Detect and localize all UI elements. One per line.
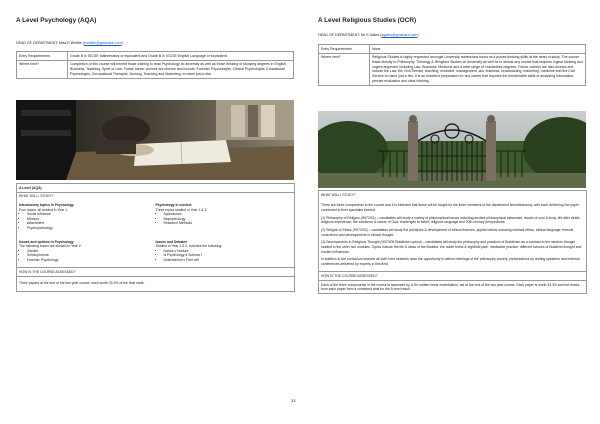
list-item: • Gender — [27, 249, 156, 254]
page-title: A Level Psychology (AQA) — [16, 17, 97, 24]
page-title: A Level Religious Studies (OCR) — [318, 17, 417, 24]
head-of-department: HEAD OF DEPARTMENT: Mr S Gates (sgates@gmshare.com) — [318, 33, 419, 37]
email-link[interactable]: sgates@gmshare.com — [381, 33, 418, 37]
where-next-label: Where next? — [17, 60, 68, 78]
course-details-box — [16, 183, 295, 292]
intro-topics-sub: Four topics, all studied in Year 1: — [19, 207, 69, 212]
options-title: Issues and options in Psychology — [19, 239, 74, 244]
assess-heading: HOW IS THE COURSE ASSESSED? — [319, 272, 586, 281]
student-studying-photo — [16, 100, 294, 180]
intro-text: There are three components to the course and it is intended that these will be taught by the three members of the department simultaneously, with each delivering the paper connected to their specialist interest. — [321, 203, 579, 212]
page-number: 33 — [291, 398, 296, 403]
list-item: • Memory — [27, 217, 156, 222]
intro-topics-list — [19, 212, 156, 230]
where-next-label: Where next? — [319, 53, 370, 85]
list-item: • Nature v Nurture — [164, 249, 293, 254]
where-next-value: Completion of this course will benefit those wishing to read Psychology at university as well as those thinking of studying degrees in English, Business, Teaching, Sport or Law. Future career choices are diverse and include: Forensic Psychologist, Clinical Psychologist, Educational Psychologist, Occupational Therapist, Nursing, Teaching and Marketing, to name just a few. — [68, 60, 294, 78]
component-2: (2) Religion & Ethics (H573/02) – candidates will study the principles & development of ethical theories, applied ethics including medical ethics, ethical language, freewill, conscience and developments in ethical thought. — [321, 227, 574, 237]
list-item: • Attachment — [27, 221, 156, 226]
entry-requirements-value: Grade B in IGCSE Mathematics or equivalent and Grade B in IGCSE English Language or equivalent. — [68, 52, 294, 61]
list-item: • Approaches — [164, 212, 293, 217]
list-item: • Schizophrenia — [27, 253, 156, 258]
course-details-box — [318, 190, 587, 294]
options-list — [19, 249, 156, 263]
entry-requirements-value: None. — [370, 45, 586, 54]
context-sub: Three topics studied in Year 1 & 2: — [155, 207, 208, 212]
context-title: Psychology in context — [155, 202, 192, 207]
list-item: • Social Influence — [27, 212, 156, 217]
email-link[interactable]: ewhittle@gmshare.com — [83, 41, 122, 45]
component-1: (1) Philosophy of Religion (H573/01) – candidates will study a variety of philosophical issues including ancient philosophical influences; issues of soul & body; life after death; religious experience; the existence & nature of God; challenges to belief; religious language and 20th century perspectives. — [321, 215, 581, 225]
list-item: • Biopsychology — [164, 217, 293, 222]
list-item: • Psychopathology — [27, 226, 156, 231]
box-title: A Level (AQA) — [17, 184, 294, 193]
list-item: • Determinism v Free will — [164, 258, 293, 263]
where-next-value: Religious Studies is highly respected amongst University admissions tutors as it places thinking skills at the heart of study. The course leads directly to Philosophy, Theology & Religious Studies at University as well as to almost any course that requires logical thinking and cogent argument including Law, Business, Medicine and a wide range of Humanities degrees. Future careers are also diverse and include the Law, the Civil Service, teaching, medicine, management, law, business, broadcasting, marketing, medicine and the Civil Service to name just a few. It is an excellent preparation for any career that requires the transferable skills of analysing information, precise evaluation and clear thinking. — [370, 53, 586, 85]
assess-heading: HOW IS THE COURSE ASSESSED? — [17, 268, 294, 277]
course-info-table — [318, 44, 586, 86]
intro-topics-title: Introductory topics in Psychology — [19, 202, 74, 207]
what-heading: WHAT WILL I STUDY? — [19, 194, 54, 199]
assess-text: Three papers at the end of the two year course, each worth 33.3% of the final mark. — [19, 280, 145, 285]
head-of-department: HEAD OF DEPARTMENT: Miss E Whittle (ewhittle@gmshare.com) — [16, 41, 123, 45]
component-3: (3) Developments in Religious Thought (H573/05 Buddhism option) – candidates will study the philosophy and practices of Buddhism as a contrast to the western thought studied in the other two modules. Topics include the life & ideas of the Buddha, the noble truths & eightfold path, meditative practice, different schools of Buddhist thought and modern influences. — [321, 240, 582, 254]
study-section — [17, 193, 294, 268]
extra-text: In addition to the curriculum lessons all sixth form students have the opportunity to attend meetings of the philosophy society, presentations by visiting speakers and external conferences delivered by experts in this field. — [321, 257, 580, 266]
what-heading: WHAT WILL I STUDY? — [321, 192, 356, 197]
course-info-table — [16, 51, 294, 79]
assess-text: Each of the three components in the course is assessed by a 2hr written linear examination, sat at the end of the two year course. Each paper is worth 33.3% and the marks from each paper form a combined total for the A level result. — [321, 282, 580, 292]
debates-title: Issues and Debates — [155, 239, 188, 244]
debates-sub: Studied in Year 1 & 2, includes the following: — [155, 244, 223, 249]
list-item: • Research Methods — [164, 221, 293, 226]
list-item: • Is Psychology a Science? — [164, 253, 293, 258]
context-list — [156, 212, 293, 226]
entry-requirements-label: Entry Requirements — [17, 52, 68, 61]
debates-list — [156, 249, 293, 263]
iron-gates-photo — [318, 111, 586, 188]
study-section — [319, 191, 586, 272]
entry-requirements-label: Entry Requirements — [319, 45, 370, 54]
list-item: • Forensic Psychology — [27, 258, 156, 263]
options-sub: The following topics are studied in Year 2: — [19, 244, 82, 249]
